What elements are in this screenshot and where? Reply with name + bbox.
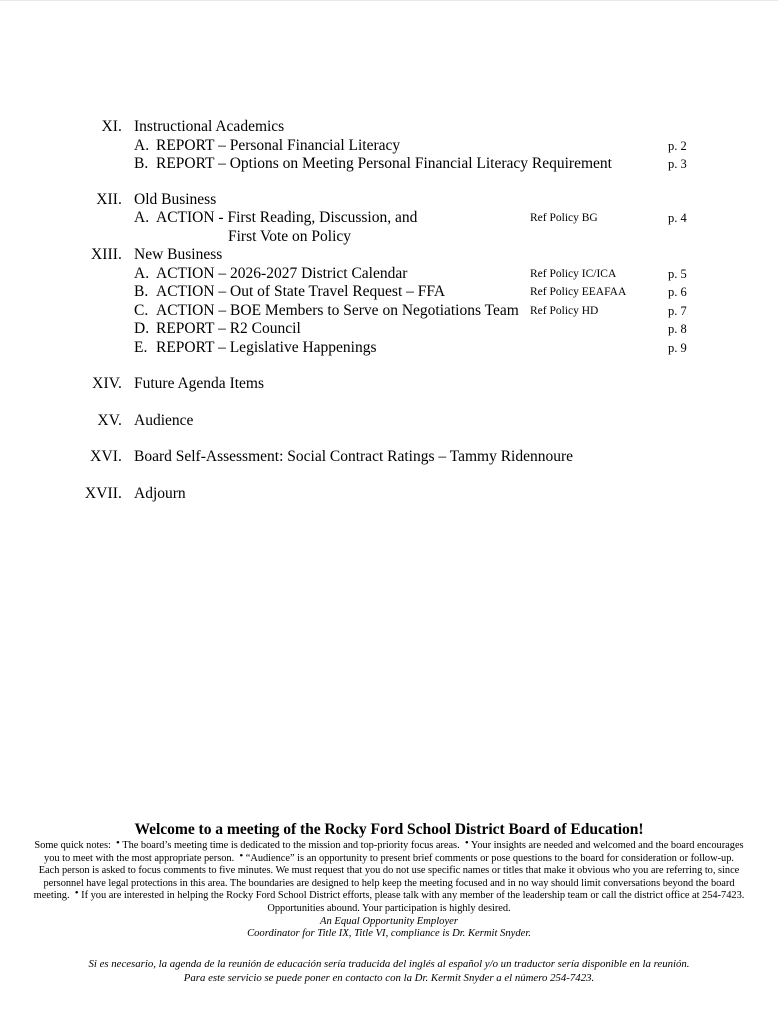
item-continuation-text: First Vote on Policy: [228, 227, 352, 245]
agenda-section-xvii: [0, 485, 778, 504]
section-numeral: XVI.: [90, 448, 122, 465]
quick-note-2: Your insights are needed and welcomed and the board encourages you to meet with the most appropriate person.: [44, 840, 744, 864]
bullet-icon: •: [116, 837, 120, 850]
item-page-number: p. 2: [668, 138, 687, 153]
item-letter: B.: [134, 283, 149, 300]
welcome-heading: Welcome to a meeting of the Rocky Ford School District Board of Education!: [134, 821, 644, 838]
section-spacer: [0, 467, 778, 485]
agenda-section-xvi: [0, 448, 778, 467]
item-letter: A.: [134, 264, 150, 282]
item-page-number: p. 5: [668, 266, 687, 281]
section-title: Future Agenda Items: [134, 375, 265, 392]
section-title: Instructional Academics: [134, 118, 285, 135]
agenda-section-xv: [0, 412, 778, 431]
section-numeral: XVII.: [84, 484, 122, 502]
section-title: Adjourn: [134, 484, 186, 502]
item-letter: E.: [134, 338, 148, 356]
item-text: REPORT – Legislative Happenings: [156, 338, 377, 356]
footer-block: [0, 820, 778, 985]
section-spacer: [0, 357, 778, 375]
agenda-item-xiii-c: [0, 302, 778, 321]
quick-notes-paragraph: [33, 837, 745, 916]
spanish-notice-line-1: Si es necesario, la agenda de la reunión de educación sería traducida del inglés al español y/o un traductor sería disponible en la reunión.: [88, 957, 690, 970]
item-page-number: p. 3: [668, 157, 687, 171]
page-top-edge: [0, 0, 778, 1]
item-page-number: p. 8: [668, 322, 687, 336]
quick-note-1: The board’s meeting time is dedicated to the mission and top-priority focus areas.: [122, 840, 460, 851]
agenda-section-xiii: [0, 246, 778, 265]
item-page-number: p. 9: [668, 340, 687, 355]
section-numeral: XIII.: [90, 246, 122, 263]
item-text: ACTION - First Reading, Discussion, and: [156, 209, 418, 226]
quick-note-4: If you are interested in helping the Rocky Ford School District efforts, please talk with any member of the leadership team or call the district office at 254-7423. Opportunities abound. Your participation is highly desired.: [81, 890, 745, 914]
item-ref-policy: Ref Policy IC/ICA: [530, 267, 617, 280]
item-text: ACTION – BOE Members to Serve on Negotiations Team: [156, 301, 519, 319]
agenda-item-xi-a: [0, 137, 778, 156]
spanish-notice-line-2: Para este servicio se puede poner en contacto con la Dr. Kermit Snyder a el número 254-7423.: [183, 971, 595, 984]
item-letter: D.: [134, 320, 150, 337]
agenda-section-xiv: [0, 375, 778, 394]
item-ref-policy: Ref Policy HD: [530, 304, 599, 317]
bullet-icon: •: [239, 849, 244, 862]
item-text: ACTION – 2026-2027 District Calendar: [156, 264, 408, 282]
section-spacer: [0, 174, 778, 191]
section-spacer: [0, 394, 778, 412]
section-title: Old Business: [134, 190, 217, 208]
item-letter: B.: [134, 155, 149, 172]
agenda-section-xi: [0, 118, 778, 137]
item-ref-policy: Ref Policy EEAFAA: [530, 286, 627, 298]
bullet-icon: •: [74, 887, 79, 900]
item-text: REPORT – R2 Council: [156, 320, 301, 337]
agenda-item-xii-a-continuation: [0, 228, 778, 247]
quick-notes-label: Some quick notes:: [34, 840, 111, 851]
bullet-icon: •: [464, 837, 469, 850]
item-text: REPORT – Personal Financial Literacy: [156, 136, 401, 154]
item-letter: C.: [134, 301, 149, 319]
section-title: New Business: [134, 246, 223, 263]
item-page-number: p. 6: [668, 285, 687, 299]
item-ref-policy: Ref Policy BG: [530, 212, 598, 224]
section-title: Board Self-Assessment: Social Contract Ratings – Tammy Ridennoure: [134, 448, 574, 465]
item-letter: A.: [134, 209, 150, 226]
agenda-section-xii: [0, 191, 778, 210]
item-page-number: p. 7: [668, 303, 687, 318]
agenda-item-xiii-a: [0, 265, 778, 284]
agenda-outline: [0, 118, 778, 503]
agenda-item-xiii-e: [0, 339, 778, 358]
agenda-item-xiii-b: [0, 283, 778, 302]
item-text: ACTION – Out of State Travel Request – FFA: [156, 283, 446, 300]
agenda-item-xi-b: [0, 155, 778, 174]
equal-opportunity-employer-line: An Equal Opportunity Employer: [320, 915, 458, 927]
agenda-item-xiii-d: [0, 320, 778, 339]
section-numeral: XI.: [101, 118, 122, 135]
section-numeral: XV.: [97, 411, 122, 429]
item-text: REPORT – Options on Meeting Personal Financial Literacy Requirement: [156, 155, 612, 172]
quick-note-3: “Audience” is an opportunity to present brief comments or pose questions to the board for consideration or follow-up. Each person is asked to focus comments to five minutes. We must request that you do not use specific names or titles that make it obvious who you are referring to, since personnel have legal protections in this area. The boundaries are designed to help keep the meeting focused and in no way should limit conversations beyond the board meeting.: [33, 852, 740, 902]
section-title: Audience: [134, 411, 194, 429]
section-spacer: [0, 430, 778, 448]
section-numeral: XIV.: [92, 375, 122, 392]
section-numeral: XII.: [96, 190, 122, 208]
item-page-number: p. 4: [668, 211, 687, 225]
title-ix-coordinator-line: Coordinator for Title IX, Title VI, compliance is Dr. Kermit Snyder.: [247, 928, 531, 940]
item-letter: A.: [134, 136, 150, 154]
agenda-item-xii-a: [0, 209, 778, 228]
footer-spacer: [0, 941, 778, 958]
